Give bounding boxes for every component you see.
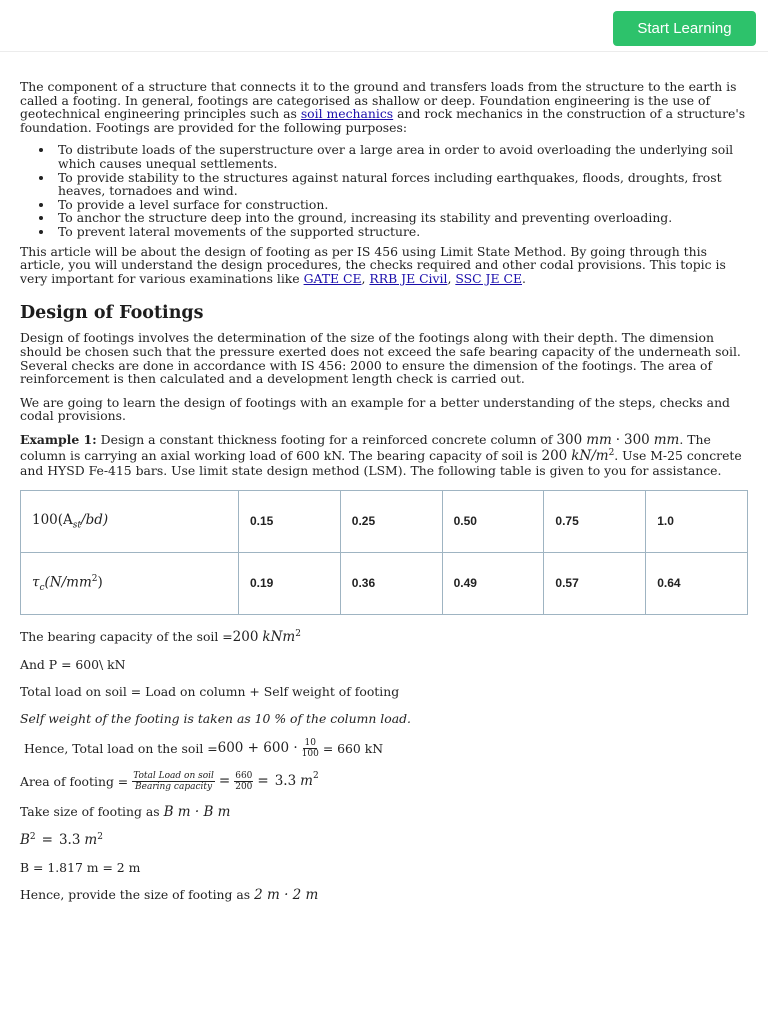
design-paragraph: Design of footings involves the determination of the size of the footings along with their depth. The dimension should be chosen such that the pressure exerted does not exceed the safe bearing capacity of the underneath soil. Several checks are done in accordance with IS 456: 2000 to ensure the dimension of the footings. The area of reinforcement is then calculated and a development length check is carried out. <box>20 330 741 387</box>
bullet-icon <box>39 176 43 180</box>
step-area: Area of footing = $\frac{\text{Total Load on soil}}{\text{Bearing capacity}}$ = $\frac{660}{200}$ = 3.3 m $^2$ <box>20 770 319 792</box>
table-row <box>21 552 748 614</box>
scope-paragraph: This article will be about the design of footing as per IS 456 using Limit State Method. By going through this article, you will understand the design procedures, the checks required and other codal provisions. This topic is very important for various examinations like GATE CE, RRB JE Civil, SSC JE CE. <box>20 243 726 286</box>
solution-steps <box>20 629 746 903</box>
example-statement: Example 1: Design a constant thickness footing for a reinforced concrete column of 300 mm · 300 mm. The column is carrying an axial working load of 600 kN. The bearing capacity of soil is 200 $kN/m^2$. Use M-25 concrete and HYSD Fe-415 bars. Use limit state design method (LSM). The following table is given to you for assistance. <box>20 431 742 479</box>
list-item: To provide a level surface for construction. <box>20 198 746 212</box>
table-cell: 0.36 <box>340 552 442 614</box>
rrb-je-civil-link[interactable]: RRB JE Civil <box>369 270 448 286</box>
step-load: And P = 600\ kN <box>20 656 126 672</box>
table-cell: 0.64 <box>646 552 748 614</box>
step-total-load: Hence, Total load on the soil = 600 + 600 · $\frac{10}{100}$ = 660 kN <box>23 737 384 759</box>
start-learning-button[interactable]: Start Learning <box>613 11 756 46</box>
step-total-load-definition: Total load on soil = Load on column + Self weight of footing <box>20 683 400 699</box>
step-b-value: B = 1.817 m = 2 m <box>20 859 141 875</box>
table-cell: 0.25 <box>340 490 442 552</box>
table-cell: 0.57 <box>544 552 646 614</box>
list-item: To anchor the structure deep into the ground, increasing its stability and preventing overloading. <box>20 211 746 225</box>
bullet-icon <box>39 148 43 152</box>
table-cell: 1.0 <box>646 490 748 552</box>
step-size-assumption: Take size of footing as B m · B m <box>20 803 231 820</box>
gate-ce-link[interactable]: GATE CE <box>303 270 362 286</box>
row-header: $\tau_c(N/mm^2)$ <box>21 552 239 614</box>
table-cell: 0.15 <box>239 490 341 552</box>
bullet-icon <box>39 230 43 234</box>
example-intro-paragraph: We are going to learn the design of footings with an example for a better understanding of the steps, checks and codal provisions. <box>20 394 730 424</box>
fraction: $\frac{10}{100}$ <box>301 737 319 759</box>
list-item: To distribute loads of the superstructure over a large area in order to avoid overloading the underlying soil which causes unequal settlements. <box>20 143 746 170</box>
purposes-list <box>20 143 746 238</box>
fraction: $\frac{660}{200}$ <box>235 770 253 792</box>
soil-mechanics-link[interactable]: soil mechanics <box>300 106 394 122</box>
bullet-icon <box>39 216 43 220</box>
step-bearing-capacity: The bearing capacity of the soil = 200 kNm $^2$ <box>20 628 301 645</box>
top-bar <box>0 0 768 52</box>
table-cell: 0.49 <box>442 552 544 614</box>
article-body <box>20 80 746 903</box>
step-self-weight: Self weight of the footing is taken as 10 % of the column load. <box>20 710 411 726</box>
bullet-icon <box>39 203 43 207</box>
row-header: $100(A_{st}/bd)$ <box>21 490 239 552</box>
step-area-equation: B $^2$ = 3.3 m $^2$ <box>20 831 103 848</box>
table-cell: 0.50 <box>442 490 544 552</box>
shear-strength-table <box>20 490 748 615</box>
step-final-size: Hence, provide the size of footing as 2 m · 2 m <box>20 886 319 903</box>
ssc-je-ce-link[interactable]: SSC JE CE <box>455 270 522 286</box>
intro-paragraph: The component of a structure that connects it to the ground and transfers loads from the structure to the earth is called a footing. In general, footings are categorised as shallow or deep. Foundation engineering is the use of geotechnical engineering principles such as soil mechanics and rock mechanics in the construction of a structure's foundation. Footings are provided for the following purposes: <box>20 79 746 135</box>
table-cell: 0.75 <box>544 490 646 552</box>
table-row <box>21 490 748 552</box>
table-cell: 0.19 <box>239 552 341 614</box>
list-item: To prevent lateral movements of the supported structure. <box>20 225 746 239</box>
fraction: $\frac{\text{Total Load on soil}}{\text{Bearing capacity}}$ <box>133 770 214 792</box>
section-heading: Design of Footings <box>20 303 204 324</box>
list-item: To provide stability to the structures against natural forces including earthquakes, floods, droughts, frost heaves, tornadoes and wind. <box>20 171 746 198</box>
